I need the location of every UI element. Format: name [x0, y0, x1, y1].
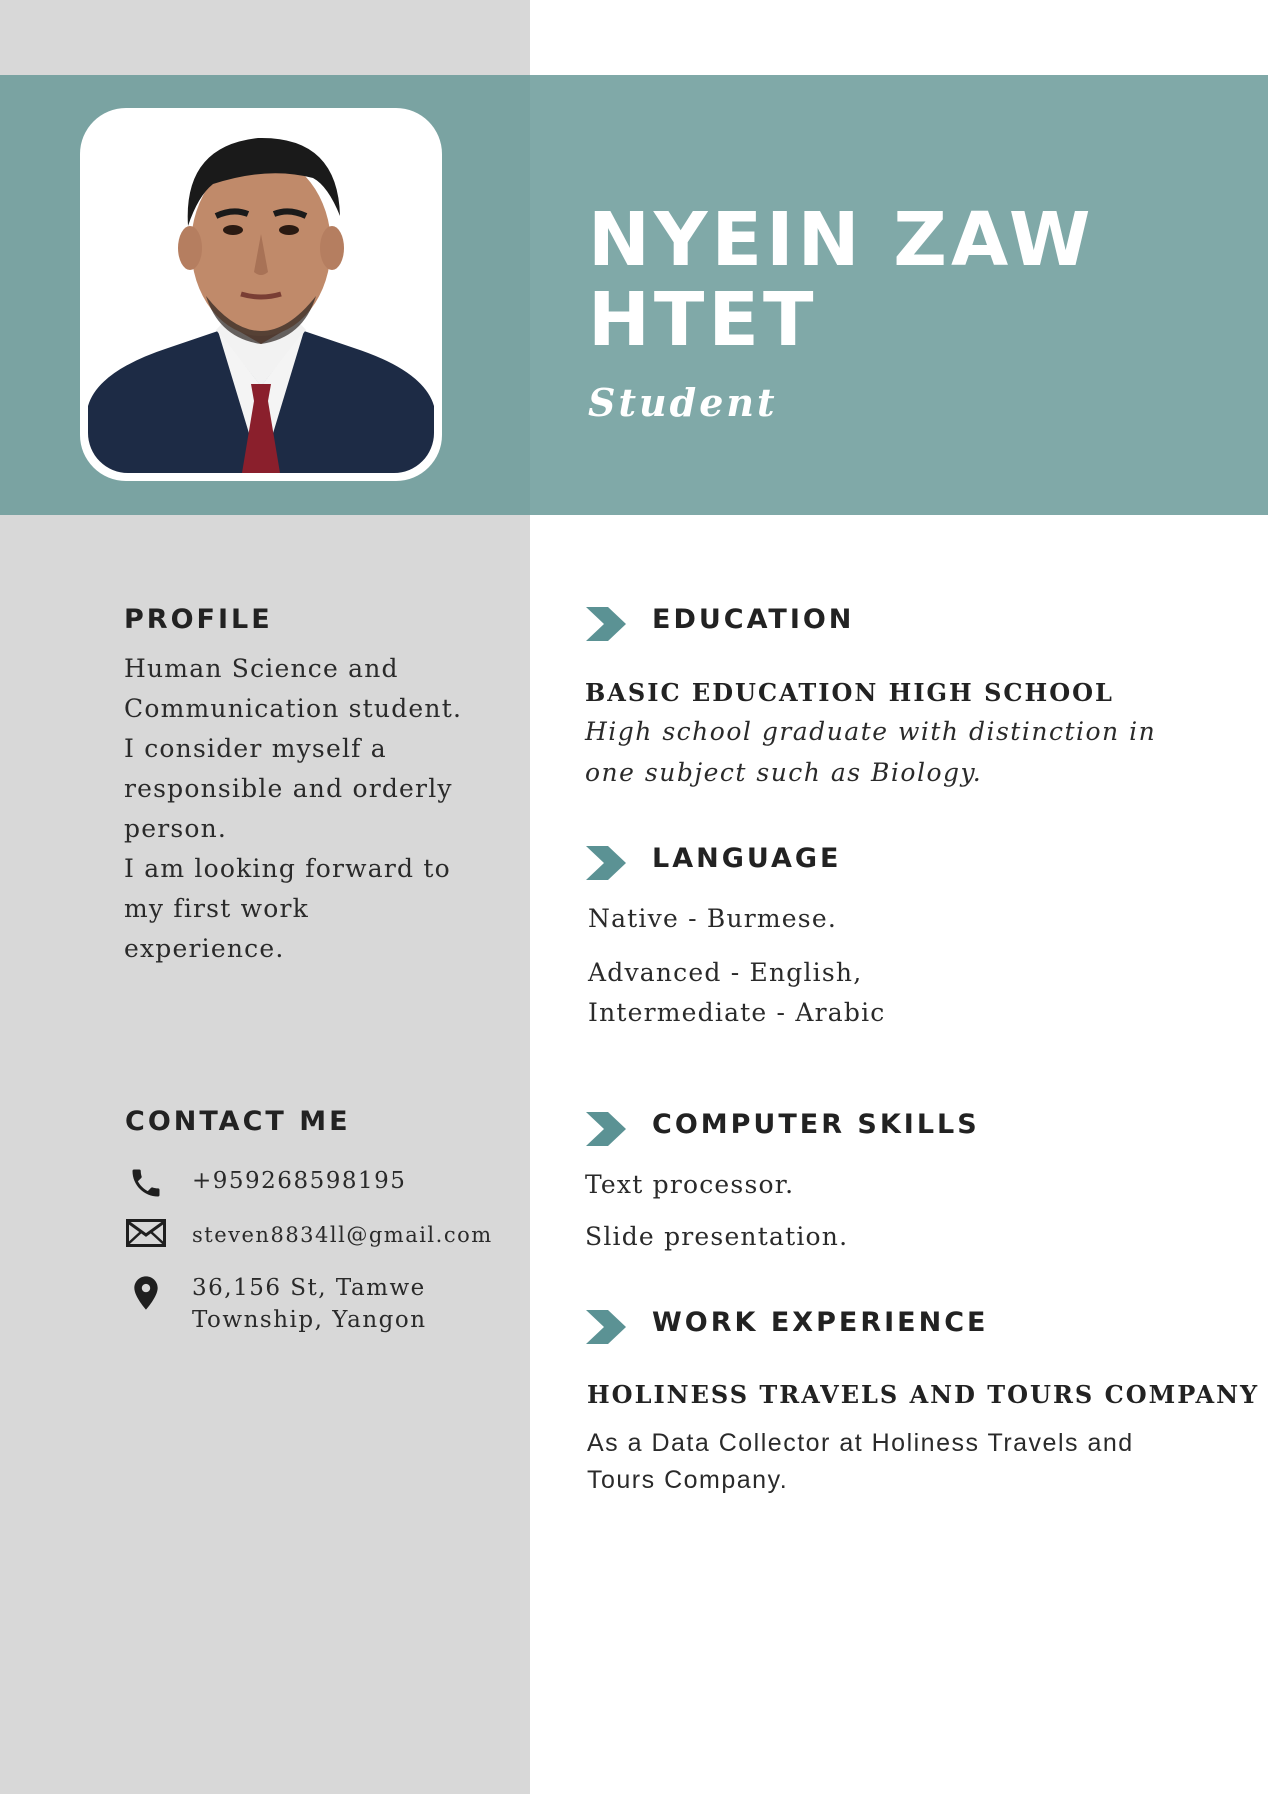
candidate-name: [588, 197, 1228, 363]
profile-photo: [80, 108, 442, 481]
profile-line: responsible and orderly: [124, 774, 453, 803]
language-intermediate: Intermediate - Arabic: [588, 998, 886, 1027]
section-arrow-icon: [586, 607, 626, 641]
skill-item: Text processor.: [585, 1170, 795, 1199]
section-arrow-icon: [586, 846, 626, 880]
skill-item: Slide presentation.: [585, 1222, 849, 1251]
section-arrow-icon: [586, 1112, 626, 1146]
email-address[interactable]: steven8834ll@gmail.com: [192, 1223, 493, 1247]
address-line-2: Township, Yangon: [192, 1307, 427, 1333]
computer-skills-heading: COMPUTER SKILLS: [652, 1109, 980, 1140]
work-experience-heading: WORK EXPERIENCE: [652, 1307, 989, 1338]
contact-address: [126, 1272, 427, 1336]
envelope-icon: [126, 1219, 172, 1259]
profile-heading: PROFILE: [124, 604, 273, 635]
name-line-2: HTET: [588, 277, 818, 363]
location-pin-icon: [126, 1272, 172, 1312]
work-line-1: As a Data Collector at Holiness Travels and: [587, 1429, 1134, 1457]
school-name: BASIC EDUCATION HIGH SCHOOL: [585, 678, 1114, 707]
profile-line: experience.: [124, 934, 285, 963]
language-native: Native - Burmese.: [588, 904, 837, 933]
profile-line: my first work: [124, 894, 309, 923]
work-description: [587, 1425, 1134, 1499]
education-line-2: one subject such as Biology.: [585, 758, 983, 787]
profile-line: I consider myself a: [124, 734, 387, 763]
profile-line: I am looking forward to: [124, 854, 451, 883]
work-line-2: Tours Company.: [587, 1466, 789, 1494]
section-arrow-icon: [586, 1310, 626, 1344]
profile-line: person.: [124, 814, 228, 843]
phone-number[interactable]: +959268598195: [192, 1168, 407, 1194]
profile-line: Human Science and: [124, 654, 399, 683]
language-advanced: Advanced - English,: [588, 958, 863, 987]
address-text: [192, 1272, 427, 1336]
company-name: HOLINESS TRAVELS AND TOURS COMPANY: [587, 1380, 1260, 1409]
education-description: [585, 711, 1156, 793]
profile-text: [124, 649, 462, 969]
profile-line: Communication student.: [124, 694, 463, 723]
contact-email: [126, 1219, 493, 1259]
contact-heading: CONTACT ME: [125, 1106, 351, 1137]
language-heading: LANGUAGE: [652, 843, 842, 874]
phone-icon: [126, 1165, 172, 1205]
portrait-image: [88, 116, 434, 473]
education-heading: EDUCATION: [652, 604, 855, 635]
education-line-1: High school graduate with distinction in: [585, 717, 1157, 746]
address-line-1: 36,156 St, Tamwe: [192, 1275, 426, 1301]
contact-phone: [126, 1165, 406, 1205]
name-line-1: NYEIN ZAW: [588, 197, 1095, 283]
language-other: [588, 953, 885, 1033]
candidate-role: Student: [588, 380, 778, 425]
